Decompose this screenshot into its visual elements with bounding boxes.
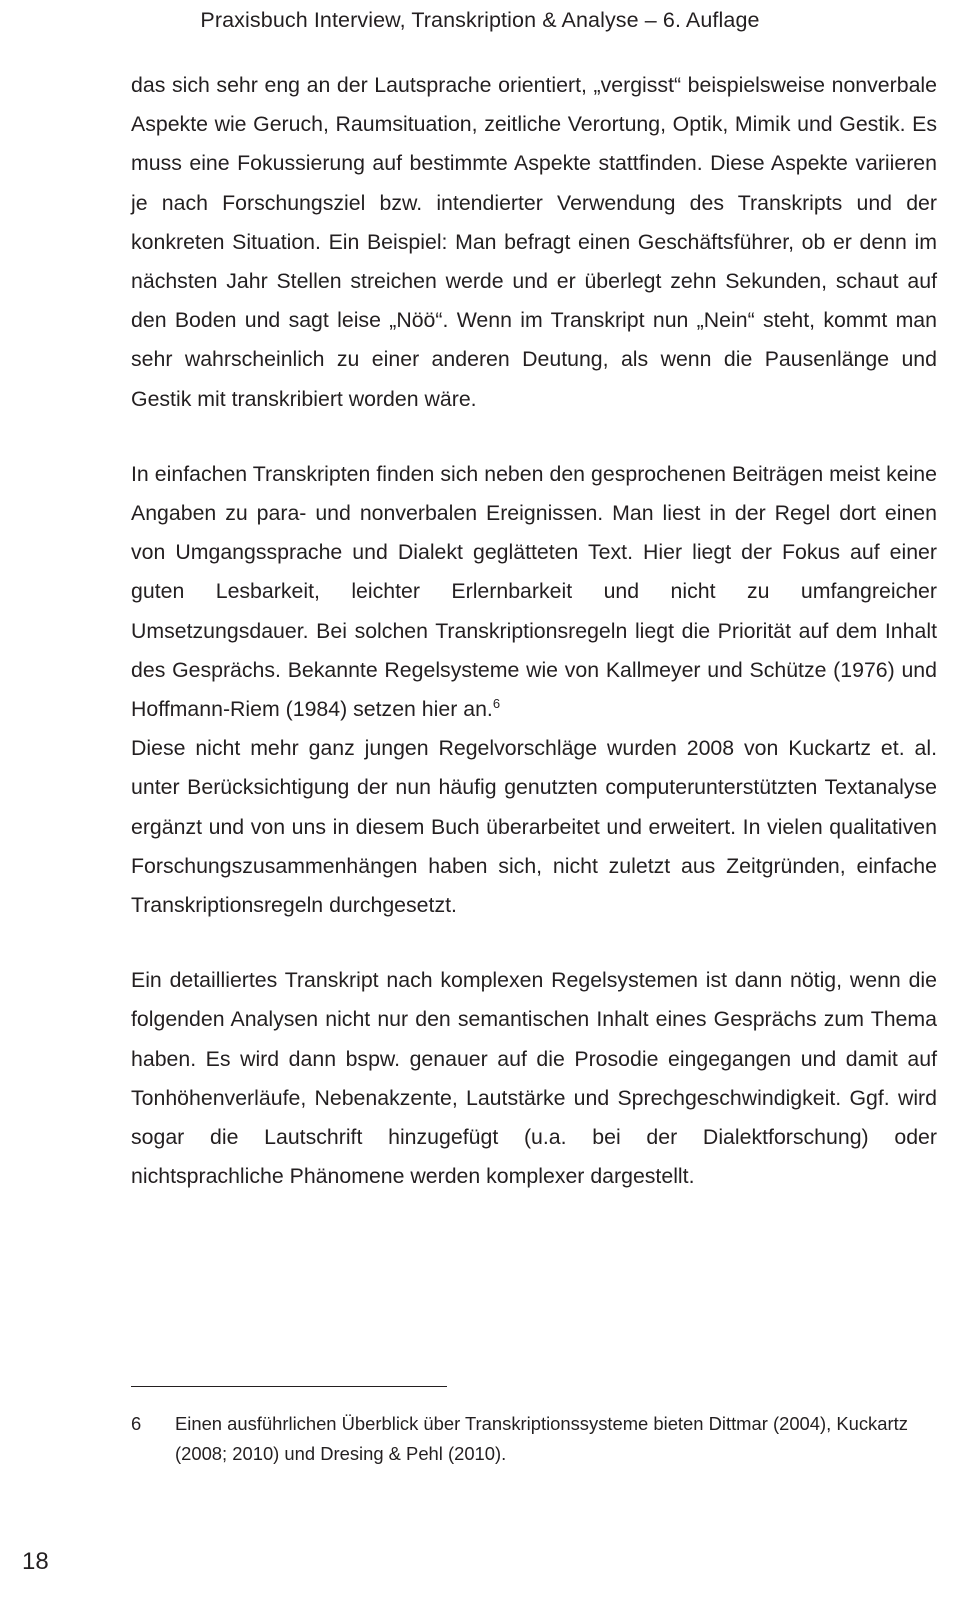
- footnote-number: 6: [131, 1413, 142, 1434]
- body-text: [131, 66, 937, 1196]
- footnote-separator-rule: [131, 1386, 447, 1387]
- paragraph-3: [131, 729, 937, 925]
- paragraph-3-text: Diese nicht mehr ganz jungen Regelvorschläge wurden 2008 von Kuckartz et. al. unter Berücksichtigung der nun häufig genutzten computerunterstützten Textanalyse ergänzt und von uns in diesem Buch überarbeitet und erweitert. In vielen qualitativen Forschungszusammenhängen haben sich, nicht zuletzt aus Zeitgründen, einfache Transkriptionsregeln durchgesetzt.: [131, 736, 937, 918]
- footnote-area: [131, 1386, 937, 1469]
- paragraph-4: [131, 961, 937, 1196]
- paragraph-2-text: In einfachen Transkripten finden sich neben den gesprochenen Beiträgen meist keine Angaben zu para- und nonverbalen Ereignissen. Man liest in der Regel dort einen von Umgangssprache und Dialekt geglätteten Text. Hier liegt der Fokus auf einer guten Lesbarkeit, leichter Erlernbarkeit und nicht zu umfangreicher Umsetzungsdauer. Bei solchen Transkriptionsregeln liegt die Priorität auf dem Inhalt des Gesprächs. Bekannte Regelsysteme wie von Kallmeyer und Schütze (1976) und Hoffmann-Riem (1984) setzen hier an.: [131, 461, 937, 722]
- page-number: 18: [22, 1548, 49, 1575]
- paragraph-4-text: Ein detailliertes Transkript nach komplexen Regelsystemen ist dann nötig, wenn die folgenden Analysen nicht nur den semantischen Inhalt eines Gesprächs zum Thema haben. Es wird dann bspw. genauer auf die Prosodie eingegangen und damit auf Tonhöhenverläufe, Nebenakzente, Lautstärke und Sprechgeschwindigkeit. Ggf. wird sogar die Lautschrift hinzugefügt (u.a. bei der Dialektforschung) oder nichtsprachliche Phänomene werden komplexer dargestellt.: [131, 968, 937, 1189]
- paragraph-2: [131, 455, 937, 729]
- footnote-reference-marker: 6: [492, 695, 501, 711]
- running-head: Praxisbuch Interview, Transkription & Analyse – 6. Auflage: [200, 8, 760, 32]
- footnote: [131, 1409, 937, 1469]
- paragraph-1: [131, 66, 937, 419]
- paragraph-1-text: das sich sehr eng an der Lautsprache orientiert, „vergisst“ beispielsweise nonverbale Aspekte wie Geruch, Raumsituation, zeitliche Verortung, Optik, Mimik und Gestik. Es muss eine Fokussierung auf bestimmte Aspekte stattfinden. Diese Aspekte variieren je nach Forschungsziel bzw. intendierter Verwendung des Transkripts und der konkreten Situation. Ein Beispiel: Man befragt einen Geschäftsführer, ob er denn im nächsten Jahr Stellen streichen werde und er überlegt zehn Sekunden, schaut auf den Boden und sagt leise „Nöö“. Wenn im Transkript nun „Nein“ steht, kommt man sehr wahrscheinlich zu einer anderen Deutung, als wenn die Pausenlänge und Gestik mit transkribiert worden wäre.: [131, 73, 937, 411]
- footnote-text: Einen ausführlichen Überblick über Transkriptionssysteme bieten Dittmar (2004), Kuckartz (2008; 2010) und Dresing & Pehl (2010).: [175, 1413, 908, 1464]
